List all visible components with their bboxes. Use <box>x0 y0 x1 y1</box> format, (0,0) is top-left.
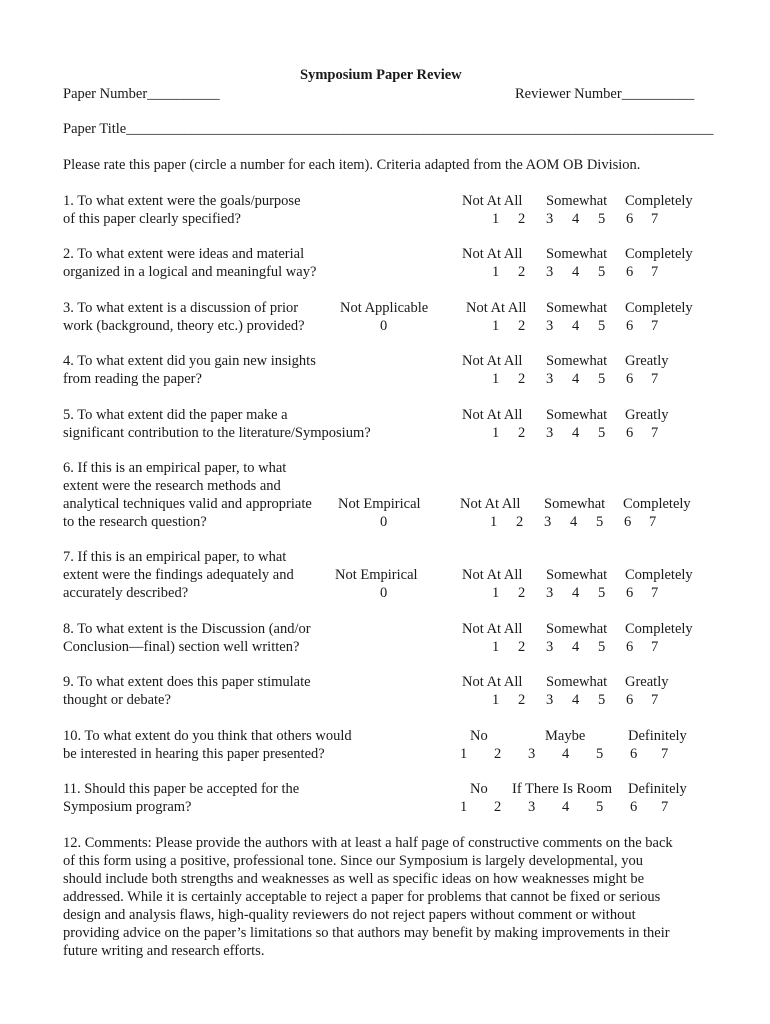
rating-option-6[interactable]: 6 <box>626 692 634 708</box>
scale-anchor-label: Somewhat <box>546 193 608 209</box>
rating-option-2[interactable]: 2 <box>518 639 526 655</box>
question-text-line: analytical techniques valid and appropriate <box>63 496 312 512</box>
rating-option-7[interactable]: 7 <box>651 692 659 708</box>
rating-option-6[interactable]: 6 <box>626 425 634 441</box>
not-applicable-option[interactable]: 0 <box>380 514 388 530</box>
comments-line: should include both strengths and weaknesses as well as specific ideas on how weaknesses might be <box>63 871 645 887</box>
scale-anchor-label: Somewhat <box>546 353 608 369</box>
rating-option-3[interactable]: 3 <box>546 371 554 387</box>
rating-option-4[interactable]: 4 <box>572 585 580 601</box>
rating-option-7[interactable]: 7 <box>651 425 659 441</box>
question-text-line: 6. If this is an empirical paper, to what <box>63 460 287 476</box>
scale-anchor-label: Somewhat <box>546 407 608 423</box>
question-text-line: 1. To what extent were the goals/purpose <box>63 193 301 209</box>
rating-option-5[interactable]: 5 <box>596 514 604 530</box>
rating-option-7[interactable]: 7 <box>661 746 669 762</box>
question-text-line: Conclusion—final) section well written? <box>63 639 300 655</box>
question-text-line: from reading the paper? <box>63 371 202 387</box>
scale-anchor-label: Not At All <box>462 567 523 583</box>
rating-option-7[interactable]: 7 <box>651 264 659 280</box>
scale-anchor-label: Greatly <box>625 353 669 369</box>
question-text-line: work (background, theory etc.) provided? <box>63 318 305 334</box>
rating-option-7[interactable]: 7 <box>651 585 659 601</box>
scale-anchor-label: Not At All <box>462 193 523 209</box>
rating-option-7[interactable]: 7 <box>661 799 669 815</box>
rating-option-7[interactable]: 7 <box>649 514 657 530</box>
question-text-line: of this paper clearly specified? <box>63 211 241 227</box>
scale-anchor-label: Completely <box>625 246 693 262</box>
question-text-line: 2. To what extent were ideas and material <box>63 246 305 262</box>
rating-option-4[interactable]: 4 <box>572 425 580 441</box>
rating-option-2[interactable]: 2 <box>518 318 526 334</box>
rating-option-2[interactable]: 2 <box>494 746 502 762</box>
rating-option-3[interactable]: 3 <box>544 514 552 530</box>
rating-option-2[interactable]: 2 <box>494 799 502 815</box>
rating-option-5[interactable]: 5 <box>598 692 606 708</box>
rating-option-4[interactable]: 4 <box>562 799 570 815</box>
rating-option-2[interactable]: 2 <box>518 425 526 441</box>
rating-option-6[interactable]: 6 <box>626 585 634 601</box>
scale-anchor-label: Completely <box>625 621 693 637</box>
comments-line: addressed. While it is certainly acceptable to reject a paper for problems that cannot be fixed or serious <box>63 889 661 905</box>
scale-anchor-label: Somewhat <box>546 674 608 690</box>
rating-option-5[interactable]: 5 <box>598 264 606 280</box>
rating-option-5[interactable]: 5 <box>596 746 604 762</box>
paper-number-field[interactable]: Paper Number__________ <box>63 86 220 102</box>
rating-option-7[interactable]: 7 <box>651 371 659 387</box>
rating-option-5[interactable]: 5 <box>598 425 606 441</box>
rating-option-5[interactable]: 5 <box>598 211 606 227</box>
rating-option-7[interactable]: 7 <box>651 211 659 227</box>
rating-option-4[interactable]: 4 <box>572 211 580 227</box>
rating-option-7[interactable]: 7 <box>651 639 659 655</box>
scale-anchor-label: Not At All <box>462 674 523 690</box>
rating-option-2[interactable]: 2 <box>518 585 526 601</box>
comments-line: of this form using a positive, professional tone. Since our Symposium is largely developmental, you <box>63 853 644 869</box>
rating-option-3[interactable]: 3 <box>528 799 536 815</box>
question-text-line: extent were the research methods and <box>63 478 281 494</box>
scale-anchor-label: Greatly <box>625 407 669 423</box>
scale-anchor-label: Completely <box>623 496 691 512</box>
scale-anchor-label: Somewhat <box>546 300 608 316</box>
comments-line: future writing and research efforts. <box>63 943 265 959</box>
rating-option-2[interactable]: 2 <box>516 514 524 530</box>
paper-title-field[interactable]: Paper Title_________________________________________________________________________________ <box>63 121 714 137</box>
rating-option-1[interactable]: 1 <box>492 585 500 601</box>
rating-option-6[interactable]: 6 <box>630 799 638 815</box>
rating-option-3[interactable]: 3 <box>546 318 554 334</box>
rating-option-5[interactable]: 5 <box>598 318 606 334</box>
rating-option-3[interactable]: 3 <box>546 692 554 708</box>
not-applicable-label: Not Empirical <box>335 567 418 583</box>
rating-option-6[interactable]: 6 <box>626 211 634 227</box>
question-text-line: 9. To what extent does this paper stimulate <box>63 674 311 690</box>
scale-anchor-label: Completely <box>625 567 693 583</box>
question-text-line: 4. To what extent did you gain new insights <box>63 353 316 369</box>
rating-option-5[interactable]: 5 <box>598 639 606 655</box>
question-text-line: 11. Should this paper be accepted for the <box>63 781 300 797</box>
question-text-line: 5. To what extent did the paper make a <box>63 407 288 423</box>
rating-option-4[interactable]: 4 <box>572 371 580 387</box>
question-text-line: 7. If this is an empirical paper, to what <box>63 549 287 565</box>
scale-anchor-label: Somewhat <box>546 621 608 637</box>
not-applicable-label: Not Empirical <box>338 496 421 512</box>
form-title: Symposium Paper Review <box>300 67 462 83</box>
scale-anchor-label: Greatly <box>625 674 669 690</box>
scale-anchor-label: Completely <box>625 193 693 209</box>
not-applicable-option[interactable]: 0 <box>380 318 388 334</box>
rating-option-6[interactable]: 6 <box>626 318 634 334</box>
rating-option-3[interactable]: 3 <box>546 425 554 441</box>
rating-option-5[interactable]: 5 <box>596 799 604 815</box>
question-text-line: Symposium program? <box>63 799 192 815</box>
scale-anchor-label: Maybe <box>545 728 586 744</box>
rating-option-3[interactable]: 3 <box>546 264 554 280</box>
reviewer-number-field[interactable]: Reviewer Number__________ <box>515 86 695 102</box>
scale-anchor-label: Not At All <box>462 407 523 423</box>
rating-option-1[interactable]: 1 <box>492 211 500 227</box>
rating-option-2[interactable]: 2 <box>518 371 526 387</box>
rating-option-5[interactable]: 5 <box>598 371 606 387</box>
question-text-line: 3. To what extent is a discussion of prior <box>63 300 299 316</box>
rating-option-1[interactable]: 1 <box>460 799 468 815</box>
rating-option-1[interactable]: 1 <box>492 264 500 280</box>
scale-anchor-label: Somewhat <box>544 496 606 512</box>
comments-line: providing advice on the paper’s limitations so that authors may benefit by making improvements in their <box>63 925 670 941</box>
question-text-line: extent were the findings adequately and <box>63 567 294 583</box>
question-text-line: thought or debate? <box>63 692 171 708</box>
question-text-line: 8. To what extent is the Discussion (and/or <box>63 621 311 637</box>
rating-option-7[interactable]: 7 <box>651 318 659 334</box>
rating-option-4[interactable]: 4 <box>572 639 580 655</box>
question-text-line: to the research question? <box>63 514 207 530</box>
scale-anchor-label: Not At All <box>462 246 523 262</box>
scale-anchor-label: Not At All <box>460 496 521 512</box>
scale-anchor-label: If There Is Room <box>512 781 612 797</box>
rating-option-3[interactable]: 3 <box>528 746 536 762</box>
question-text-line: 10. To what extent do you think that others would <box>63 728 352 744</box>
rating-option-1[interactable]: 1 <box>492 639 500 655</box>
scale-anchor-label: Completely <box>625 300 693 316</box>
comments-line: 12. Comments: Please provide the authors with at least a half page of constructive comments on the back <box>63 835 673 851</box>
scale-anchor-label: Not At All <box>462 621 523 637</box>
rating-option-6[interactable]: 6 <box>626 639 634 655</box>
question-text-line: be interested in hearing this paper presented? <box>63 746 325 762</box>
rating-option-2[interactable]: 2 <box>518 692 526 708</box>
scale-anchor-label: Somewhat <box>546 246 608 262</box>
rating-option-3[interactable]: 3 <box>546 585 554 601</box>
not-applicable-label: Not Applicable <box>340 300 429 316</box>
rating-option-1[interactable]: 1 <box>492 425 500 441</box>
instructions-text: Please rate this paper (circle a number for each item). Criteria adapted from the AOM OB Division. <box>63 157 641 173</box>
scale-anchor-label: No <box>470 781 488 797</box>
rating-option-6[interactable]: 6 <box>626 371 634 387</box>
rating-option-6[interactable]: 6 <box>630 746 638 762</box>
rating-option-2[interactable]: 2 <box>518 264 526 280</box>
rating-option-1[interactable]: 1 <box>492 318 500 334</box>
scale-anchor-label: No <box>470 728 488 744</box>
rating-option-4[interactable]: 4 <box>572 692 580 708</box>
rating-option-3[interactable]: 3 <box>546 639 554 655</box>
rating-option-4[interactable]: 4 <box>572 318 580 334</box>
rating-option-4[interactable]: 4 <box>562 746 570 762</box>
rating-option-4[interactable]: 4 <box>572 264 580 280</box>
rating-option-5[interactable]: 5 <box>598 585 606 601</box>
scale-anchor-label: Not At All <box>462 353 523 369</box>
rating-option-1[interactable]: 1 <box>490 514 498 530</box>
rating-option-1[interactable]: 1 <box>492 692 500 708</box>
rating-option-6[interactable]: 6 <box>626 264 634 280</box>
scale-anchor-label: Definitely <box>628 728 687 744</box>
rating-option-1[interactable]: 1 <box>460 746 468 762</box>
rating-option-2[interactable]: 2 <box>518 211 526 227</box>
question-text-line: accurately described? <box>63 585 189 601</box>
question-text-line: organized in a logical and meaningful way? <box>63 264 317 280</box>
question-text-line: significant contribution to the literature/Symposium? <box>63 425 371 441</box>
comments-line: design and analysis flaws, high-quality reviewers do not reject papers without comment or without <box>63 907 636 923</box>
rating-option-3[interactable]: 3 <box>546 211 554 227</box>
rating-option-4[interactable]: 4 <box>570 514 578 530</box>
scale-anchor-label: Not At All <box>466 300 527 316</box>
rating-option-1[interactable]: 1 <box>492 371 500 387</box>
not-applicable-option[interactable]: 0 <box>380 585 388 601</box>
scale-anchor-label: Somewhat <box>546 567 608 583</box>
rating-option-6[interactable]: 6 <box>624 514 632 530</box>
scale-anchor-label: Definitely <box>628 781 687 797</box>
